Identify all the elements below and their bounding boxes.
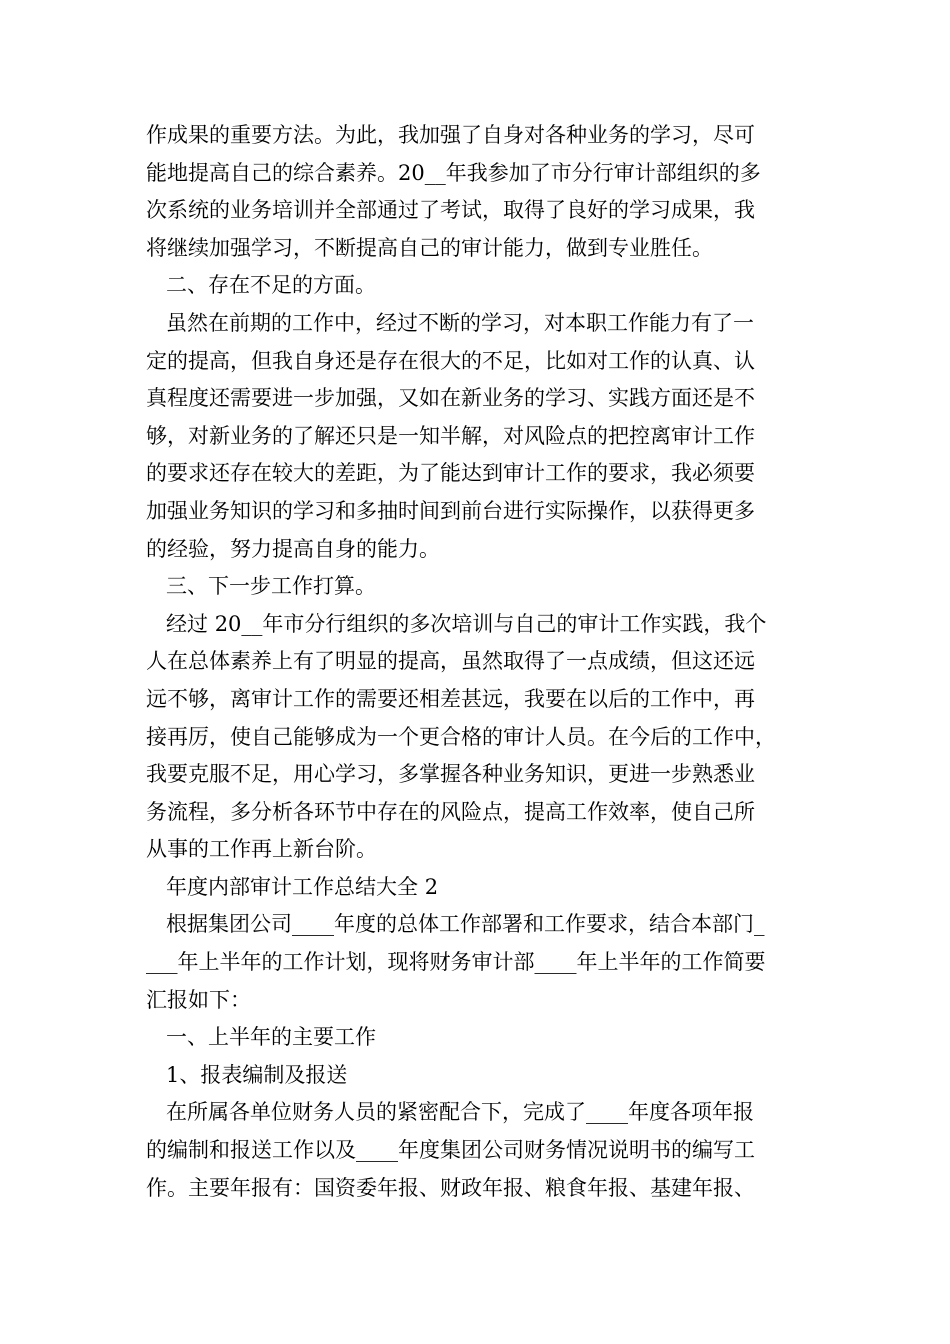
text-line: 真程度还需要进一步加强，又如在新业务的学习、实践方面还是不	[146, 386, 755, 411]
text-line: 人在总体素养上有了明显的提高，虽然取得了一点成绩，但这还远	[146, 649, 755, 674]
document-body	[146, 117, 822, 1207]
text-line: 从事的工作再上新台阶。	[146, 837, 377, 862]
text-line: 汇报如下：	[146, 987, 251, 1012]
text-line: 加强业务知识的学习和多抽时间到前台进行实际操作，以获得更多	[146, 498, 755, 523]
text-line: 在所属各单位财务人员的紧密配合下，完成了____年度各项年报	[146, 1100, 755, 1125]
text-line: 虽然在前期的工作中，经过不断的学习，对本职工作能力有了一	[146, 310, 755, 335]
text-line: 的要求还存在较大的差距，为了能达到审计工作的要求，我必须要	[146, 461, 755, 486]
text-line: 远不够，离审计工作的需要还相差甚远，我要在以后的工作中，再	[146, 686, 755, 711]
text-line: 的编制和报送工作以及____年度集团公司财务情况说明书的编写工	[146, 1138, 755, 1163]
text-line: 将继续加强学习，不断提高自己的审计能力，做到专业胜任。	[146, 235, 713, 260]
section-heading: 三、下一步工作打算。	[146, 574, 377, 599]
text-line: 定的提高，但我自身还是存在很大的不足，比如对工作的认真、认	[146, 348, 755, 373]
text-line: 的经验，努力提高自身的能力。	[146, 536, 440, 561]
text-line: 次系统的业务培训并全部通过了考试，取得了良好的学习成果，我	[146, 198, 755, 223]
section-heading: 一、上半年的主要工作	[146, 1025, 377, 1050]
section-heading: 二、存在不足的方面。	[146, 273, 377, 298]
text-line: 根据集团公司____年度的总体工作部署和工作要求，结合本部门_	[146, 912, 765, 937]
text-line: 够，对新业务的了解还只是一知半解，对风险点的把控离审计工作	[146, 423, 755, 448]
text-line: 务流程，多分析各环节中存在的风险点，提高工作效率，使自己所	[146, 799, 755, 824]
text-line: ___年上半年的工作计划，现将财务审计部____年上半年的工作简要	[146, 950, 766, 975]
text-line: 作成果的重要方法。为此，我加强了自身对各种业务的学习，尽可	[146, 123, 755, 147]
text-line: 作。主要年报有：国资委年报、财政年报、粮食年报、基建年报、	[146, 1175, 755, 1200]
text-line: 经过 20__年市分行组织的多次培训与自己的审计工作实践，我个	[146, 611, 767, 636]
text-line: 能地提高自己的综合素养。20__年我参加了市分行审计部组织的多	[146, 160, 761, 185]
subsection-heading: 1、报表编制及报送	[146, 1062, 348, 1087]
text-line: 接再厉，使自己能够成为一个更合格的审计人员。在今后的工作中，	[146, 724, 776, 749]
text-line: 我要克服不足，用心学习，多掌握各种业务知识，更进一步熟悉业	[146, 762, 755, 787]
document-title: 年度内部审计工作总结大全 2	[146, 874, 439, 899]
